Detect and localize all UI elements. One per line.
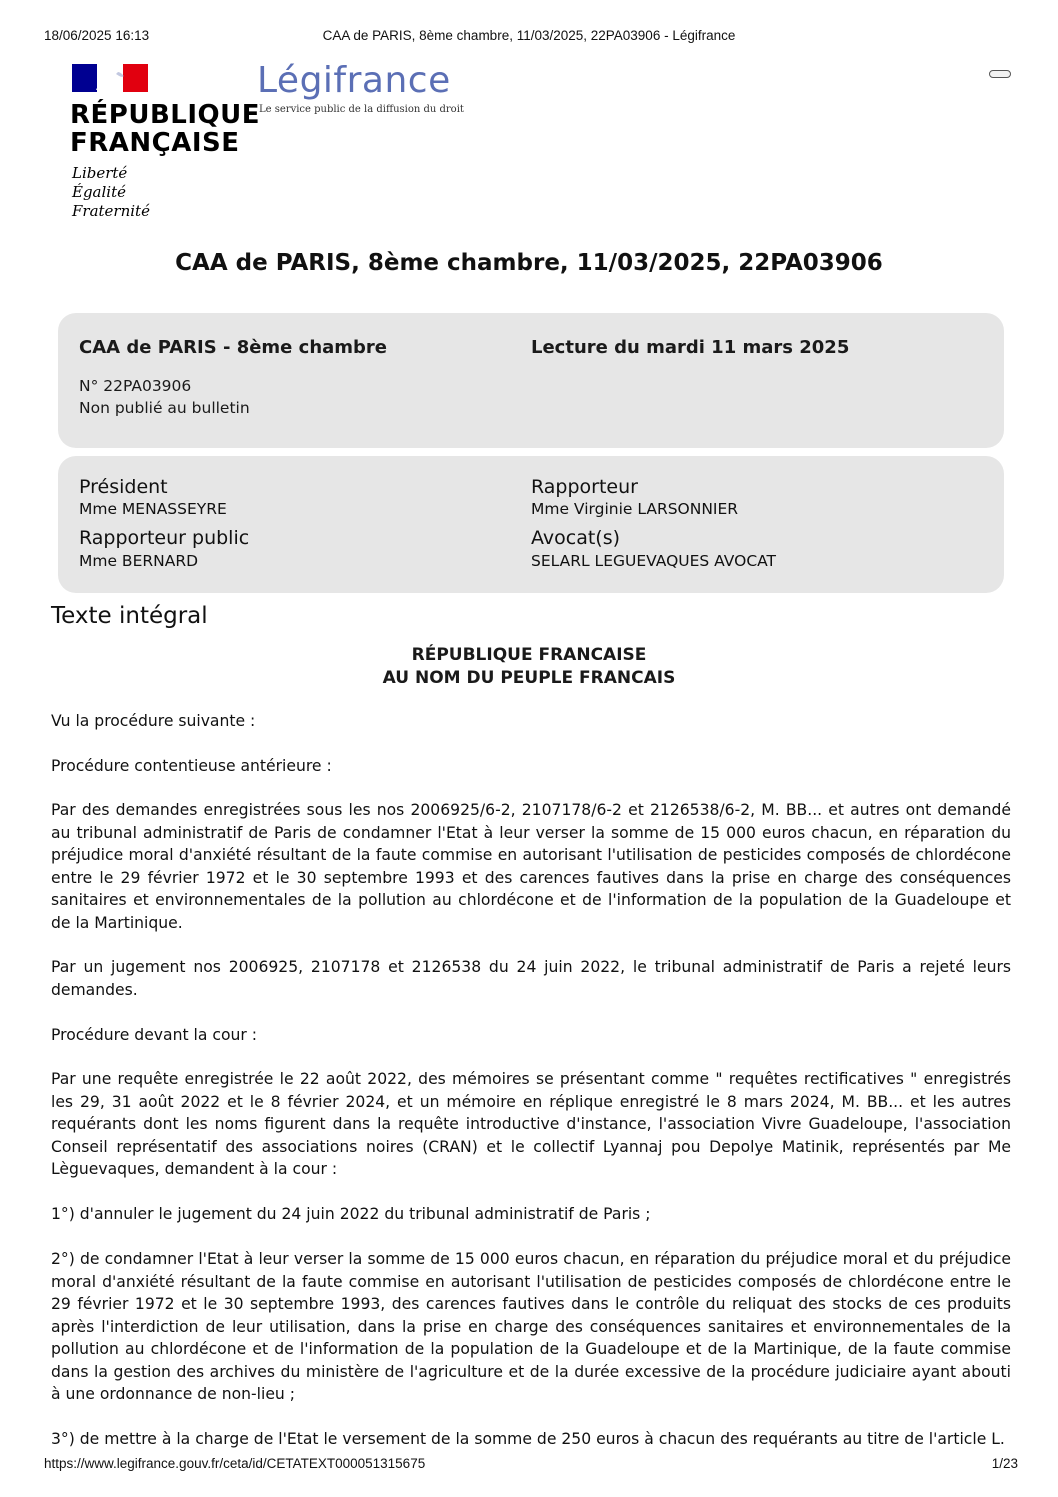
paragraph-procedure-anterieure: Procédure contentieuse antérieure : bbox=[51, 757, 332, 775]
rapporteur-public-value: Mme BERNARD bbox=[79, 552, 199, 570]
print-footer bbox=[0, 1456, 1058, 1474]
paragraph-conclusion-2: 2°) de condamner l'Etat à leur verser la somme de 15 000 euros chacun, en réparation du préjudice moral et du préjudice moral d'anxiété résultant de la faute commise en autorisant l'utilisation de pesticides composés de chlordécone entre le 29 février 1972 et le 30 septembre 1993, des carences fautives dans le contrôle du reliquat des stocks de ces produits après l'interdiction de leur utilisation, dans la prise en charge des conséquences sanitaires et environnementales de la pollution au chlordécone et de l'information de la population de la Guadeloupe et de la Martinique, de la faute commise dans la gestion des archives du ministère de l'agriculture et de la durée excessive de la procédure judiciaire ayant abouti à une ordonnance de non-lieu ; bbox=[51, 1250, 1011, 1403]
roles-card bbox=[58, 456, 1004, 593]
lecture-date: Lecture du mardi 11 mars 2025 bbox=[531, 337, 850, 358]
juridiction-label: CAA de PARIS - 8ème chambre bbox=[79, 337, 388, 358]
paragraph-requete: Par une requête enregistrée le 22 août 2022, des mémoires se présentant comme " requêtes rectificatives " enregistrés les 29, 31 août 2022 et le 8 février 2024, et un mémoire en réplique enregistré le 8 mars 2024, M. BB... et les autres requérants dont les noms figurent dans la requête introductive d'instance, l'association Vivre Guadeloupe, l'association Conseil représentatif des associations noires (CRAN) et le collectif Lyannaj pou Depolye Matinik, représentés par Me Lèguevaques, demandent à la cour : bbox=[51, 1070, 1011, 1178]
case-number: N° 22PA03906 bbox=[79, 377, 192, 395]
print-url: https://www.legifrance.gouv.fr/ceta/id/CETATEXT000051315675 bbox=[44, 1456, 426, 1471]
republique-line-2: FRANÇAISE bbox=[70, 128, 240, 158]
republique-francaise-logo[interactable] bbox=[70, 64, 260, 224]
print-header bbox=[0, 28, 1058, 46]
page-number: 1/23 bbox=[991, 1456, 1018, 1471]
republique-heading: RÉPUBLIQUE FRANCAISE bbox=[411, 645, 647, 665]
texte-integral-heading: Texte intégral bbox=[51, 603, 208, 629]
president-value: Mme MENASSEYRE bbox=[79, 500, 227, 518]
rapporteur-public-label: Rapporteur public bbox=[79, 527, 250, 549]
paragraph-conclusion-1: 1°) d'annuler le jugement du 24 juin 2022 du tribunal administratif de Paris ; bbox=[51, 1205, 651, 1223]
menu-button[interactable] bbox=[989, 70, 1011, 78]
page-title: CAA de PARIS, 8ème chambre, 11/03/2025, 22PA03906 bbox=[175, 250, 883, 276]
paragraph-procedure-cour: Procédure devant la cour : bbox=[51, 1026, 258, 1044]
rapporteur-value: Mme Virginie LARSONNIER bbox=[531, 500, 739, 518]
paragraph-demandes: Par des demandes enregistrées sous les nos 2006925/6-2, 2107178/6-2 et 2126538/6-2, M. BB... et autres ont demandé au tribunal administratif de Paris de condamner l'Etat à leur verser la somme de 15 000 euros chacun, en réparation du préjudice moral d'anxiété résultant de la faute commise en autorisant l'utilisation de pesticides composés de chlordécone entre le 29 février 1972 et le 30 septembre 1993 et des carences fautives dans la prise en charge des conséquences sanitaires et environnementales de la pollution au chlordécone et de l'information de la population de la Guadeloupe et de la Martinique. bbox=[51, 801, 1011, 932]
motto-liberte: Liberté bbox=[72, 164, 128, 182]
rapporteur-label: Rapporteur bbox=[531, 476, 638, 498]
publication-status: Non publié au bulletin bbox=[79, 399, 250, 417]
motto-fraternite: Fraternité bbox=[72, 202, 150, 220]
paragraph-vu-procedure: Vu la procédure suivante : bbox=[51, 712, 256, 730]
print-page-title: CAA de PARIS, 8ème chambre, 11/03/2025, 22PA03906 - Légifrance bbox=[322, 28, 736, 43]
president-label: Président bbox=[79, 476, 168, 498]
avocat-label: Avocat(s) bbox=[531, 527, 621, 549]
legifrance-logo[interactable] bbox=[257, 60, 487, 120]
decision-info-card bbox=[58, 313, 1004, 448]
paragraph-conclusion-3: 3°) de mettre à la charge de l'Etat le versement de la somme de 250 euros à chacun des requérants au titre de l'article L. bbox=[51, 1430, 1005, 1448]
legifrance-name: Légifrance bbox=[257, 60, 451, 101]
peuple-heading: AU NOM DU PEUPLE FRANCAIS bbox=[382, 668, 676, 688]
legifrance-tagline: Le service public de la diffusion du droit bbox=[259, 104, 464, 115]
paragraph-jugement: Par un jugement nos 2006925, 2107178 et 2126538 du 24 juin 2022, le tribunal administratif de Paris a rejeté leurs demandes. bbox=[51, 958, 1011, 999]
motto-egalite: Égalité bbox=[72, 183, 126, 201]
republique-line-1: RÉPUBLIQUE bbox=[70, 100, 260, 130]
avocat-value: SELARL LEGUEVAQUES AVOCAT bbox=[531, 552, 777, 570]
print-datetime: 18/06/2025 16:13 bbox=[44, 28, 150, 43]
marianne-flag-icon bbox=[72, 64, 148, 92]
